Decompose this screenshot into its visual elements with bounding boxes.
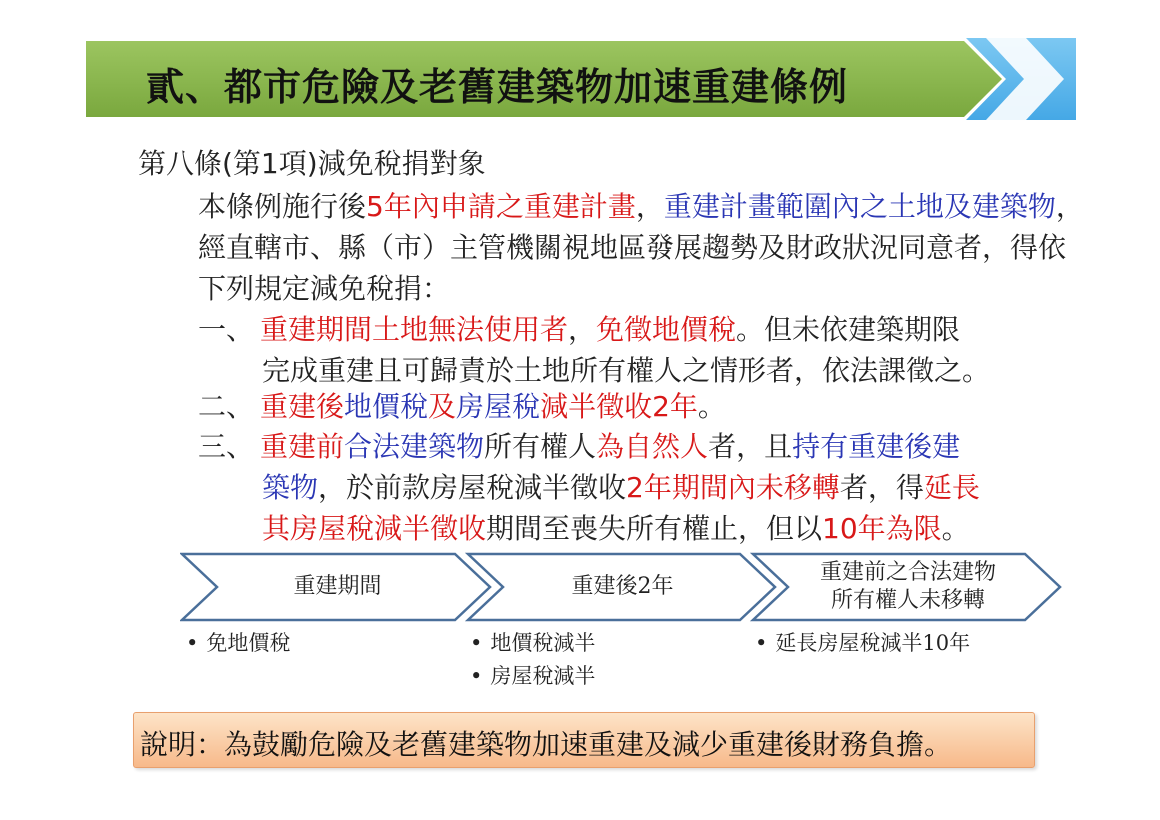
item-2-blue-1: 地價稅 xyxy=(344,390,429,423)
flow-step-3-label-line-2: 所有權人未移轉 xyxy=(830,588,985,613)
item-3-text-4: 者，得 xyxy=(839,471,924,504)
flow-step-3-bullets xyxy=(755,627,970,660)
item-3-red-1: 重建前 xyxy=(260,430,345,463)
bullet-item: • 延長房屋稅減半10年 xyxy=(755,627,970,660)
item-1 xyxy=(198,309,1088,391)
item-1-text-1: ， xyxy=(568,313,597,346)
intro-paragraph xyxy=(198,186,1088,309)
item-3-red-3: 2年期間內未移轉 xyxy=(626,471,840,504)
flow-step-1-label: 重建期間 xyxy=(293,574,382,599)
intro-text-2: ， xyxy=(635,190,664,223)
intro-highlight-scope: 重建計畫範圍內之土地及建築物 xyxy=(663,190,1056,223)
item-3-blue-2: 持有重建後建 xyxy=(792,430,961,463)
item-3-red-2: 為自然人 xyxy=(596,430,709,463)
explanation-text: 說明：為鼓勵危險及老舊建築物加速重建及減少重建後財務負擔。 xyxy=(140,728,953,761)
title-banner xyxy=(86,38,1076,120)
item-1-red-2: 免徵地價稅 xyxy=(596,313,737,346)
item-3-blue-3: 築物 xyxy=(262,471,319,504)
process-flow xyxy=(180,552,1070,624)
page-title: 貳、都市危險及老舊建築物加速重建條例 xyxy=(146,65,849,109)
item-2 xyxy=(198,386,1088,427)
item-1-number: 一、 xyxy=(198,313,255,346)
intro-highlight-deadline: 5年內申請之重建計畫 xyxy=(366,190,636,223)
item-3-text-5: 期間至喪失所有權止，但以 xyxy=(486,512,823,545)
flow-step-2-bullets xyxy=(470,627,595,693)
item-3-text-2: 者，且 xyxy=(708,430,793,463)
intro-text-3: ，經直轄市、縣（市）主管機關視地區發展趨勢及財政狀況同意者，得依下列規定減免稅捐： xyxy=(198,190,1084,305)
item-3-text-6: 。 xyxy=(941,512,970,545)
item-3-text-1: 所有權人 xyxy=(484,430,597,463)
bullet-item: • 房屋稅減半 xyxy=(470,660,595,693)
item-2-text-1: 。 xyxy=(697,390,726,423)
item-3-red-6: 10年為限 xyxy=(822,512,942,545)
item-3 xyxy=(198,426,1088,549)
flow-step-3-label xyxy=(788,552,1028,622)
item-1-line-2: 完成重建且可歸責於土地所有權人之情形者，依法課徵之。 xyxy=(262,354,991,387)
item-2-blue-2: 房屋稅 xyxy=(456,390,541,423)
flow-step-1-bullets xyxy=(186,627,290,660)
item-1-text-2: 。但未依建築期限 xyxy=(736,313,961,346)
flow-step-2-label: 重建後2年 xyxy=(571,574,674,599)
bullet-item: • 免地價稅 xyxy=(186,627,290,660)
item-3-text-3: ，於前款房屋稅減半徵收 xyxy=(318,471,627,504)
item-3-blue-1: 合法建築物 xyxy=(344,430,485,463)
item-2-red-2: 及 xyxy=(428,390,457,423)
item-3-red-4: 延長 xyxy=(923,471,980,504)
item-1-red-1: 重建期間土地無法使用者 xyxy=(260,313,569,346)
flow-step-3-label-line-1: 重建前之合法建物 xyxy=(819,560,996,585)
explanation-note xyxy=(133,712,1035,768)
item-2-red-1: 重建後 xyxy=(260,390,345,423)
item-2-number: 二、 xyxy=(198,390,255,423)
bullet-item: • 地價稅減半 xyxy=(470,627,595,660)
item-3-number: 三、 xyxy=(198,430,255,463)
intro-text-1: 本條例施行後 xyxy=(198,190,367,223)
item-2-red-3: 減半徵收2年 xyxy=(540,390,698,423)
item-3-red-5: 其房屋稅減半徵收 xyxy=(262,512,487,545)
article-heading: 第八條(第1項)減免稅捐對象 xyxy=(138,147,486,180)
